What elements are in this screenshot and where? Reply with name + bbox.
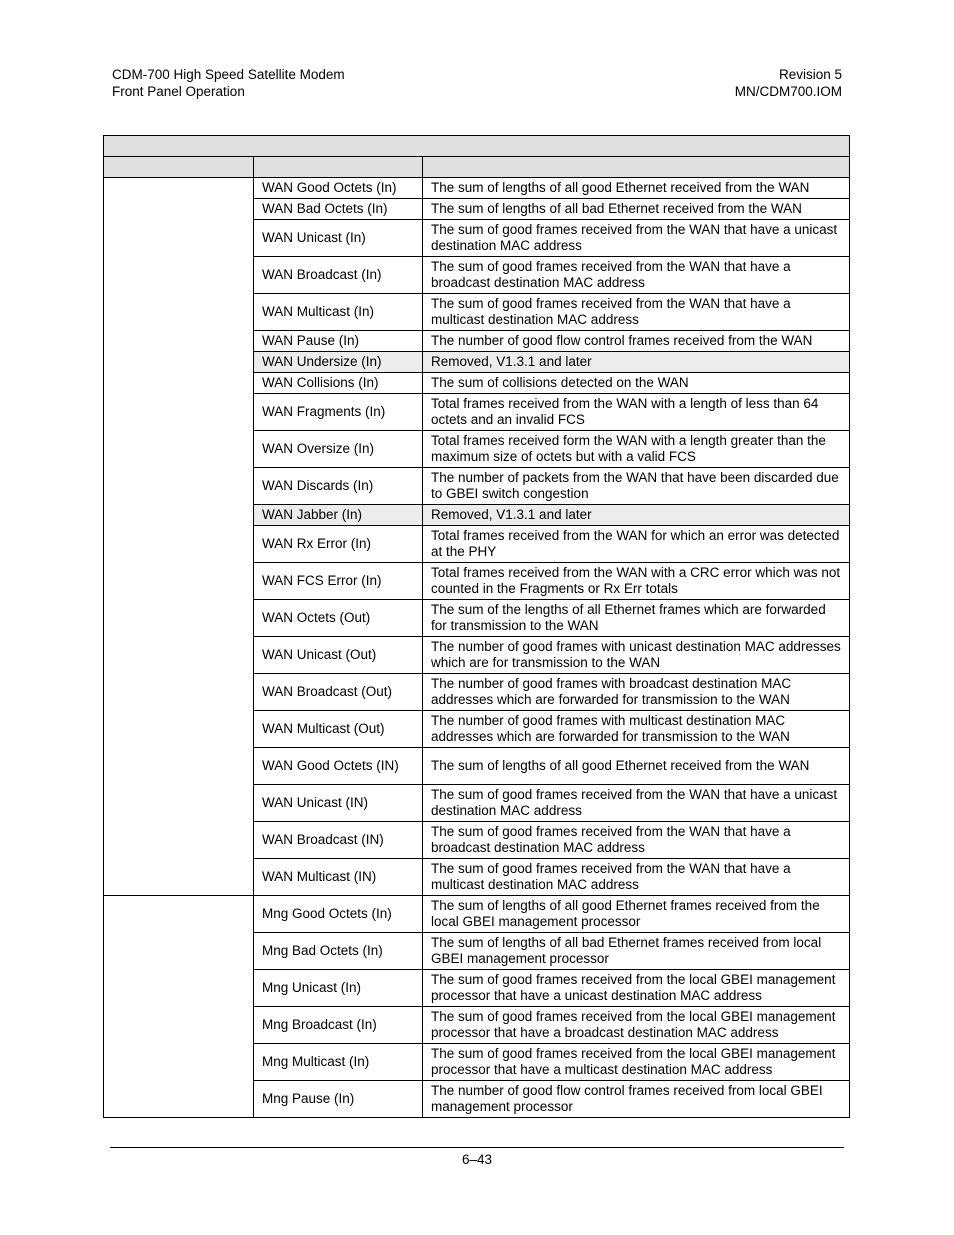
statistic-name: WAN Discards (In) <box>254 468 423 505</box>
statistic-description: The sum of collisions detected on the WAN <box>423 373 850 394</box>
page-number: 6–43 <box>461 1152 493 1167</box>
statistic-description: Total frames received form the WAN with a length greater than the maximum size of octets but with a valid FCS <box>423 431 850 468</box>
statistic-description: Removed, V1.3.1 and later <box>423 352 850 373</box>
statistic-description: The sum of good frames received from the WAN that have a broadcast destination MAC address <box>423 822 850 859</box>
document-title: CDM-700 High Speed Satellite Modem <box>112 67 345 82</box>
statistic-name: WAN Unicast (Out) <box>254 637 423 674</box>
revision-label: Revision 5 <box>778 67 842 82</box>
footer-divider <box>110 1147 844 1148</box>
statistics-table <box>103 135 850 1118</box>
group-cell <box>104 178 254 896</box>
statistic-description: The number of good flow control frames received from local GBEI management processor <box>423 1081 850 1118</box>
statistic-name: WAN Undersize (In) <box>254 352 423 373</box>
document-number: MN/CDM700.IOM <box>734 83 842 99</box>
statistic-description: Total frames received from the WAN with a CRC error which was not counted in the Fragments or Rx Err totals <box>423 563 850 600</box>
statistic-description: The sum of good frames received from the local GBEI management processor that have a multicast destination MAC address <box>423 1044 850 1081</box>
section-title: Front Panel Operation <box>112 83 245 99</box>
statistic-description: The sum of lengths of all good Ethernet received from the WAN <box>423 178 850 199</box>
statistic-description: The number of good frames with multicast destination MAC addresses which are forwarded for transmission to the WAN <box>423 711 850 748</box>
statistic-description: The sum of good frames received from the local GBEI management processor that have a unicast destination MAC address <box>423 970 850 1007</box>
statistic-name: WAN Broadcast (In) <box>254 257 423 294</box>
statistic-name: WAN Good Octets (IN) <box>254 748 423 785</box>
statistic-name: WAN Good Octets (In) <box>254 178 423 199</box>
statistic-name: WAN Jabber (In) <box>254 505 423 526</box>
statistic-description: Total frames received from the WAN for which an error was detected at the PHY <box>423 526 850 563</box>
statistic-name: WAN Unicast (In) <box>254 220 423 257</box>
table-row <box>104 896 850 933</box>
group-cell <box>104 896 254 1118</box>
statistic-name: WAN Oversize (In) <box>254 431 423 468</box>
statistic-description: The sum of lengths of all good Ethernet frames received from the local GBEI management processor <box>423 896 850 933</box>
statistic-name: WAN Multicast (In) <box>254 294 423 331</box>
statistic-name: Mng Bad Octets (In) <box>254 933 423 970</box>
statistic-name: WAN Bad Octets (In) <box>254 199 423 220</box>
table-row <box>104 178 850 199</box>
statistic-description: The sum of good frames received from the WAN that have a unicast destination MAC address <box>423 220 850 257</box>
table-header-cell-3 <box>423 157 850 178</box>
table-body <box>104 178 850 1118</box>
statistic-name: WAN Rx Error (In) <box>254 526 423 563</box>
statistic-description: Total frames received from the WAN with a length of less than 64 octets and an invalid FCS <box>423 394 850 431</box>
statistic-description: The sum of good frames received from the WAN that have a multicast destination MAC address <box>423 294 850 331</box>
statistic-description: The sum of good frames received from the WAN that have a multicast destination MAC address <box>423 859 850 896</box>
table-header-cell-1 <box>104 157 254 178</box>
table-header-cell-2 <box>254 157 423 178</box>
statistic-name: Mng Multicast (In) <box>254 1044 423 1081</box>
statistic-description: The sum of good frames received from the WAN that have a unicast destination MAC address <box>423 785 850 822</box>
statistic-name: Mng Good Octets (In) <box>254 896 423 933</box>
table-title-row <box>104 136 850 157</box>
statistic-name: WAN Multicast (Out) <box>254 711 423 748</box>
statistic-name: Mng Unicast (In) <box>254 970 423 1007</box>
statistic-description: The sum of lengths of all good Ethernet received from the WAN <box>423 748 850 785</box>
statistic-name: WAN FCS Error (In) <box>254 563 423 600</box>
statistic-name: WAN Fragments (In) <box>254 394 423 431</box>
statistic-name: WAN Pause (In) <box>254 331 423 352</box>
statistic-description: The sum of lengths of all bad Ethernet received from the WAN <box>423 199 850 220</box>
page-header-left <box>112 67 345 100</box>
statistic-name: WAN Broadcast (IN) <box>254 822 423 859</box>
statistic-description: The number of good frames with unicast destination MAC addresses which are for transmission to the WAN <box>423 637 850 674</box>
statistic-name: WAN Broadcast (Out) <box>254 674 423 711</box>
statistic-name: Mng Broadcast (In) <box>254 1007 423 1044</box>
statistic-description: The sum of good frames received from the WAN that have a broadcast destination MAC address <box>423 257 850 294</box>
statistic-name: WAN Multicast (IN) <box>254 859 423 896</box>
statistic-name: WAN Octets (Out) <box>254 600 423 637</box>
statistic-description: The number of good flow control frames received from the WAN <box>423 331 850 352</box>
statistic-description: The sum of the lengths of all Ethernet frames which are forwarded for transmission to the WAN <box>423 600 850 637</box>
table-header-row <box>104 157 850 178</box>
statistic-description: Removed, V1.3.1 and later <box>423 505 850 526</box>
statistic-name: Mng Pause (In) <box>254 1081 423 1118</box>
page-header-right <box>735 67 842 100</box>
statistic-description: The number of packets from the WAN that have been discarded due to GBEI switch congestion <box>423 468 850 505</box>
table-title-cell <box>104 136 850 157</box>
statistic-description: The sum of good frames received from the local GBEI management processor that have a broadcast destination MAC address <box>423 1007 850 1044</box>
statistic-name: WAN Unicast (IN) <box>254 785 423 822</box>
statistic-description: The sum of lengths of all bad Ethernet frames received from local GBEI management processor <box>423 933 850 970</box>
statistic-description: The number of good frames with broadcast destination MAC addresses which are forwarded for transmission to the WAN <box>423 674 850 711</box>
statistic-name: WAN Collisions (In) <box>254 373 423 394</box>
